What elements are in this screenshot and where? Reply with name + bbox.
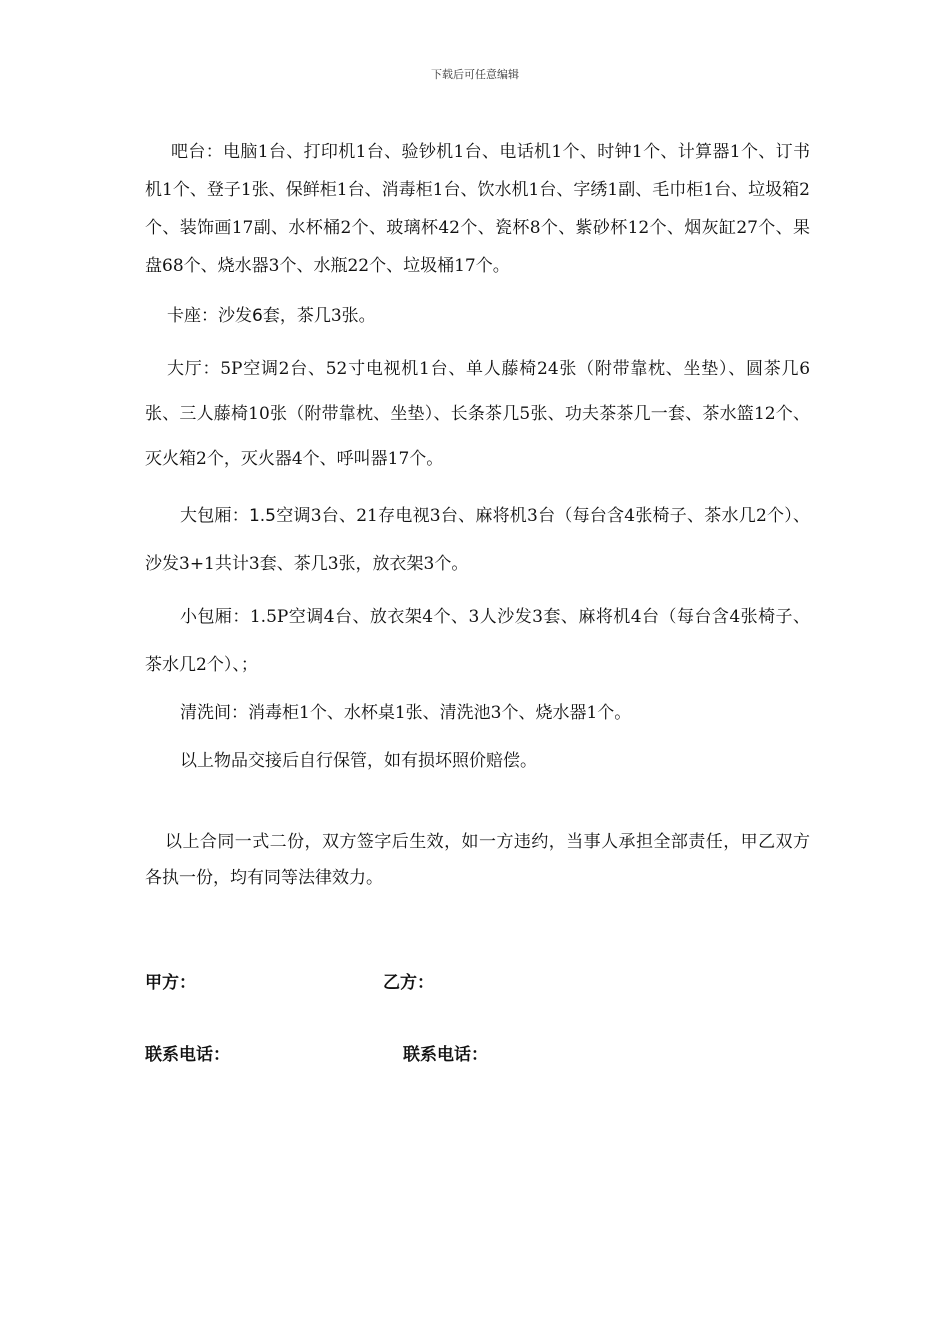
party-a-label: 甲方： — [145, 973, 196, 993]
section-dabao-text: 空调3台、21存电视3台、麻将机3台（每台含4张椅子、茶水几2个）、沙发3+1共计3套、茶几3张，放衣架3个。 — [145, 506, 811, 574]
phone-b-label: 联系电话： — [403, 1045, 488, 1065]
section-kazuo-label: 卡座 — [167, 306, 201, 326]
phone-a-label: 联系电话： — [145, 1045, 230, 1065]
contract-clause: 以上合同一式二份，双方签字后生效，如一方违约，当事人承担全部责任，甲乙双方各执一份，均有同等法律效力。 — [145, 832, 810, 888]
section-qingxi — [145, 694, 810, 732]
section-kazuo-sofa: ：沙发 — [201, 306, 252, 326]
section-dating-text: ：5P空调2台、52寸电视机1台、单人藤椅24张（附带靠枕、坐垫）、圆茶几6张、三人藤椅10张（附带靠枕、坐垫）、长条茶几5张、功夫茶茶几一套、茶水篮12个、灭火箱2个，灭火器4个、呼叫器17个。 — [145, 359, 811, 469]
section-dabao — [145, 492, 810, 588]
handover-note: 以上物品交接后自行保管，如有损坏照价赔偿。 — [180, 751, 537, 771]
section-xiaobao-text: ：1.5P空调4台、放衣架4个、3人沙发3套、麻将机4台（每台含4张椅子、茶水几2个）、； — [145, 607, 810, 675]
section-kazuo-count: 6 — [252, 306, 263, 326]
section-kazuo — [145, 297, 810, 335]
section-bar — [145, 133, 810, 285]
section-xiaobao — [145, 593, 810, 689]
section-xiaobao-label: 小包厢 — [180, 607, 233, 627]
section-dabao-num: ：1.5 — [231, 506, 276, 526]
section-qingxi-text: 间：消毒柜1个、水杯桌1张、清洗池3个、烧水器1个。 — [214, 703, 632, 723]
section-dating-label: 大厅 — [167, 359, 203, 379]
header-note: 下载后可任意编辑 — [431, 68, 519, 81]
section-bar-label: 吧台 — [171, 142, 206, 162]
document-body — [145, 133, 810, 896]
section-dabao-label: 大包厢 — [180, 506, 232, 526]
section-bar-text: ：电脑1台、打印机1台、验钞机1台、电话机1个、时钟1个、计算器1个、订书机1个、登子1张、保鲜柜1台、消毒柜1台、饮水机1台、字绣1副、毛巾柜1台、垃圾箱2个、装饰画17副、水杯桶2个、玻璃杯42个、瓷杯8个、紫砂杯12个、烟灰缸27个、果盘68个、烧水器3个、水瓶22个、垃圾桶17个。 — [145, 142, 811, 276]
section-dating — [145, 347, 810, 482]
section-qingxi-label: 清洗 — [180, 703, 214, 723]
party-b-label: 乙方： — [383, 973, 434, 993]
section-kazuo-text: 套，茶几3张。 — [262, 306, 376, 326]
